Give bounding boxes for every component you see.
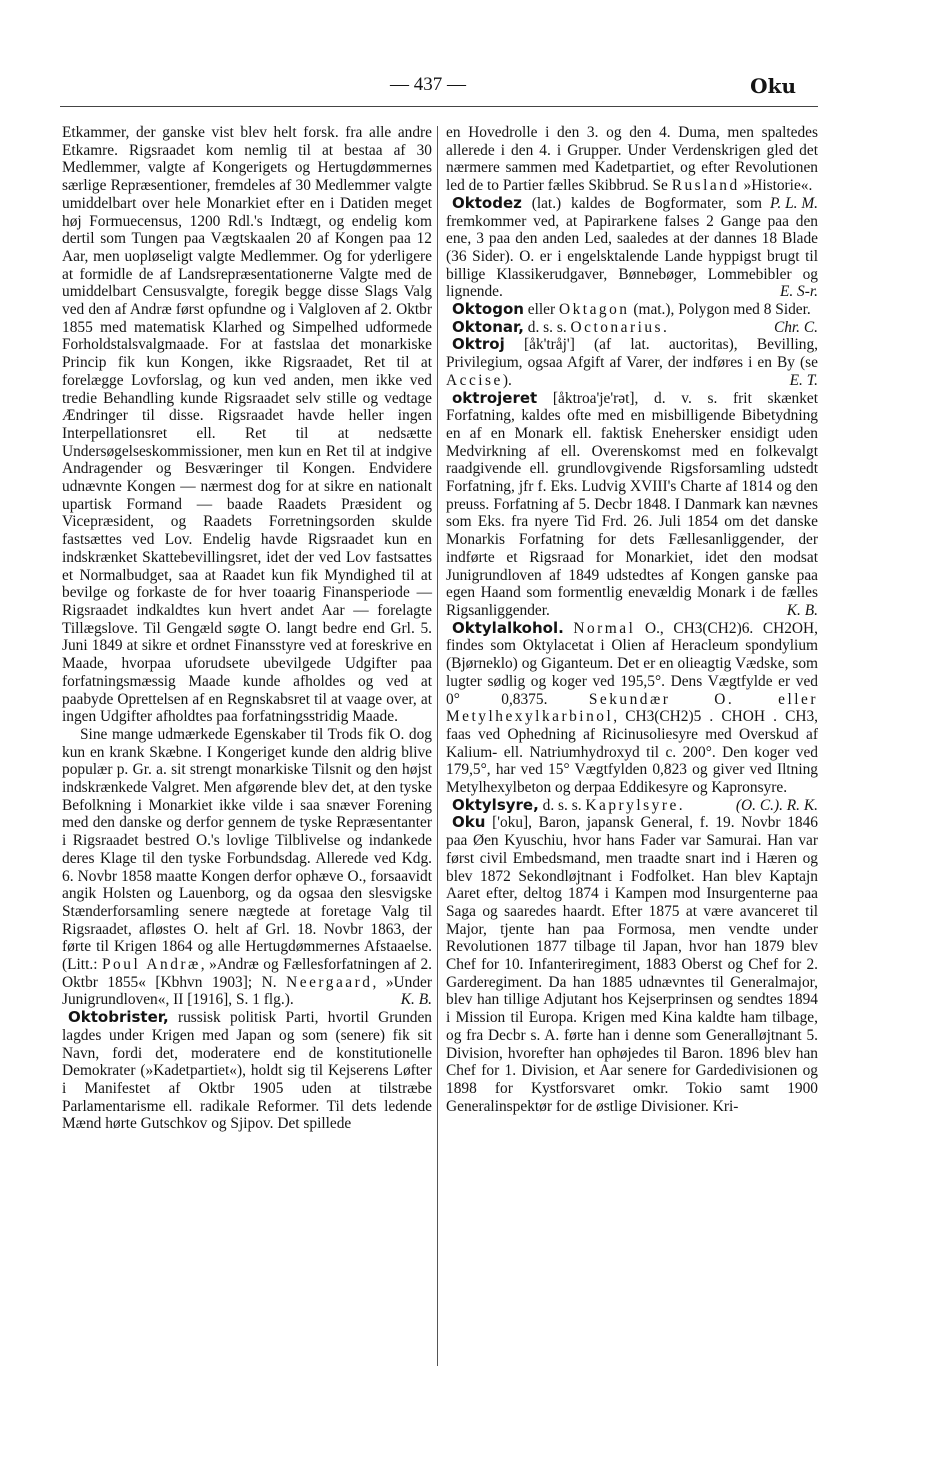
entry-oktroj: Oktroj [åk'tråj'] (af lat. auctoritas), Bevilling, Privilegium, ogsaa Afgift af Varer, der indføres i en By (se Accise). E. T. [446, 335, 818, 389]
headword-oku: Oku [452, 813, 486, 832]
entry-oktogon: Oktogon eller Oktagon (mat.), Polygon med 8 Sider. Chr. C. [452, 300, 818, 336]
headword-oktobrister: Oktobrister, [68, 1008, 169, 1027]
lit-author-andrae: Poul Andræ [102, 956, 201, 974]
author-signature: (O. C.). R. K. [735, 796, 818, 814]
cross-reference: Rusland [671, 177, 740, 195]
cross-reference: Octonarius [570, 318, 664, 336]
headword-oktogon: Oktogon [452, 300, 524, 319]
headword-oktylsyre: Oktylsyre, [452, 795, 539, 814]
entry-oktobrister-continued: en Hovedrolle i den 3. og den 4. Duma, men spaltedes allerede i den 4. i Grupper. Under Verdenskrigen gled det nærmere sammen med Kadetpartiet, og efter Revolutionen led de to Partier fælles Skibbrud. Se Rusland »Historie«. P. L. M. [446, 124, 818, 212]
lit-author-neergaard: Neergaard [286, 973, 373, 991]
headword-oktrojeret: oktrojeret [452, 388, 538, 407]
entry-oku: Oku ['oku], Baron, japansk General, f. 19. Novbr 1846 paa Øen Kyuschiu, hvor hans Fader var Samurai. Han var først civil Embedsmand, men traadte snart ind i Hæren og blev 1872 Sekondløjtnant i Fodfolket. Han blev Kaptajn Aaret efter, deltog 1874 i Kampen mod Insurgenterne paa Saga og saaredes haardt. Efter 1875 at være avanceret til Major, tjente han paa Formosa, men vendte under Revolutionen 1877 tilbage til Japan, hvor han 1879 blev Chef for 10. Infanteriregiment, 1883 Oberst og Chef for 2. Garderegiment. Da han 1885 udnævntes til Generalmajor, blev han tillige Adjutant hos Kejserprinsen og sendtes 1894 i Mission til Europa. Krigen med Kina kaldte ham tilbage, og fra Decbr s. A. førte han i denne som Generalløjtnant 5. Division, hvorefter han ophøjedes til Baron. 1896 blev han Chef for 1. Division, et Aar senere for Gardedivisionen og 1898 for Kystforsvaret omkr. Tokio samt 1900 Generalinspektør for de østlige Divisioner. Kri- [446, 813, 818, 1115]
entry-oktylsyre: Oktylsyre, d. s. s. Kaprylsyre. [452, 795, 683, 814]
oktoberforfatning-paragraph-1: Etkammer, der ganske vist blev helt forsk. fra alle andre Etkamre. Rigsraadet kom nemlig til at bestaa af 30 Medlemmer, valgte af Kongerigets og Hertugdømmernes særlige Repræsentioner, fremdeles af 30 Medlemmer valgte umiddelbart over hele Monarkiet efter en i Datiden meget høj Formuecensus, 1200 Rdl.'s Indtægt, og endelig kom dertil som Tungen paa Vægtskaalen 20 af Kongen paa 12 Aar, men uopløseligt valgte Medlemmer. Og for yderligere at formidle de af Landsrepræsentationerne Valgte med de umiddelbart Censusvalgte, foregik begge disse Slags Valg ved den af Andræ først opfundne og i Valgloven af 2. Oktbr 1855 med matematisk Klarhed og Simpelhed udformede Forholdstalsvalgmaade. For at fastslaa det monarkiske Princip fik kun Kongen, ikke Rigsraadet, Ret til at forelægge Lovforslag, og kun ved anden, men ikke ved tredie Behandling kunde Rigsraadet selv stille og vedtage Ændringer til disse. Rigsraadet havde heller ingen Interpellationsret ell. Ret til at nedsætte Undersøgelseskommissioner, men kun en Ret til at indgive Andragender og Besværinger til Kongen. Endvidere udnævnte Kongen — nærmest dog for at sikre en nationalt upartisk Formand — baade Raadets Præsident og Vicepræsident, og Raadets Forretningsorden skulde fastsættes ved Lov. Endelig havde Rigsraadet kun en indskrænket Skattebevillingsret, idet der ved Lov fastsattes et Normalbudget, saa at Raadet kun fik Myndighed til at bevilge og forkaste de for hver toaarig Finansperiode — Rigsraadet indkaldtes kun hvert andet Aar — forelagte Tillægslove. Til Gengæld søgte O. langt bedre end Grl. 5. Juni 1849 at sikre et ordnet Finansstyre ved at foreskrive en Maade, hvorpaa uforudsete ubevilgede Udgifter paa forfatningsmæssig Maade kunde afholdes og ved at paabyde Oprettelsen af en Regnskabsret til at vaage over, at ingen Udgifter afholdtes paa forfatningsstridig Maade. [62, 124, 432, 726]
headword-oktylalkohol: Oktylalkohol. [452, 618, 564, 637]
entry-oktodez: Oktodez (lat.) kaldes de Bogformater, som fremkommer ved, at Papirarkene falses 2 Gange paa den ene, 3 paa den anden Led, saaledes at der dannes 18 Blade (36 Sider). O. er i engelsktalende Lande hyppigst brugt til billige Klassikerudgaver, Bønnebøger, Lommebibler og lignende. E. S-r. [446, 193, 818, 301]
entry-oktylalkohol: Oktylalkohol. Normal O., CH3(CH2)6. CH2OH, findes som Oktylacetat i Olien af Heracleum spondylium (Bjørneklo) og Giganteum. Det er en olieagtig Vædske, som lugter sødlig og koger ved 195,5°. Dens Vægtfylde er ved 0° 0,8375. Sekundær O. eller Metylhexylkarbinol, CH3(CH2)5 . CHOH . CH3, faas ved Ophedning af Ricinusoliesyre med Overskud af Kalium- ell. Natriumhydroxyd til c. 200°. Den koger ved 179,5°, har ved 15° Vægtfylden 0,823 og giver ved Iltning Metylhexylbeton og derpaa Eddikesyre og Kapronsyre. (O. C.). R. K. [446, 618, 818, 814]
page-number: — 437 — [390, 74, 466, 95]
right-column [446, 124, 818, 1115]
author-signature: Chr. C. [773, 318, 818, 336]
author-signature: K. B. [786, 601, 818, 619]
entry-oktrojeret: oktrojeret [åktroa'je'rət], d. v. s. frit skænket Forfatning, kaldes ofte med en misbilligende Bibetydning en af en Monark ell. faktisk Enehersker ensidigt uden Medvirkning af ell. Overenskomst med en folkevalgt raadgivende ell. grundlovgivende Rigsforsamling udstedt Forfatning, jfr f. Eks. Ludvig XVIII's Charte af 1814 og den preuss. Forfatning af 5. Decbr 1848. I Danmark kan nævnes som Eks. fra nyere Tid Frd. 26. Juli 1854 om det danske Monarkis Forfatning for dets Fællesanliggender, der indførte et Rigsraad for Monarkiet, idet den modsat Junigrundloven af 1849 udstedtes af Kongen ganske paa egen Haand som formentlig enevældig Monark i de fælles Rigsanliggender. K. B. [446, 388, 818, 619]
running-head-keyword: Oku [750, 74, 796, 98]
cross-reference: Accise [446, 371, 503, 389]
left-column [62, 124, 432, 1133]
entry-oktobrister: Oktobrister, russisk politisk Parti, hvortil Grunden lagdes under Krigen med Japan og som (senere) fik sit Navn, fordi det, moderatere end de konstitutionelle Demokrater (»Kadetpartiet«), holdt sig til Kejserens Løfter i Manifestet af Oktbr 1905 uden at tilstræbe Parlamentarisme ell. radikale Reformer. Til dets ledende Mænd hørte Gutschkov og Sjipov. Det spillede [62, 1008, 432, 1133]
page-header [60, 74, 796, 102]
column-divider [437, 126, 438, 1366]
oktoberforfatning-paragraph-2: Sine mange udmærkede Egenskaber til Trods fik O. dog kun en krank Skæbne. I Kongeriget kunde den aldrig blive populær p. Gr. a. sit strengt monarkiske Tilsnit og den højst indskrænkede Valgret. Men afgørende blev det, at den tyske Befolkning i Monarkiet ikke vilde i saa snæver Forening med den danske og derfor gennem de tyske Repræsentanter i Rigsraadet bestred O.'s lovlige Tilblivelse og indankede deres Klage til den tyske Forbundsdag. Allerede ved Kdg. 6. Novbr 1858 maatte Kongen derfor ophæve O., forsaavidt angik Holsten og Lauenborg, og da ogsaa den slesvigske Stænderforsamling senere nægtede at foretage Valg til Rigsraadet, afløstes O. helt af Grl. 18. Novbr 1863, der førte til Krigen 1864 og alle Hertugdømmernes Afstaaelse. (Litt.: Poul Andræ, »Andræ og Fællesforfatningen af 2. Oktbr 1855« [Kbhvn 1903]; N. Neergaard, »Under Junigrundloven«, II [1916], S. 1 flg.). K. B. [62, 725, 432, 1009]
headword-oktonar: Oktonar, [452, 317, 524, 336]
author-signature: E. T. [789, 371, 818, 389]
author-signature: K. B. [400, 991, 432, 1009]
cross-reference: Sekundær O. eller Metylhexylkarbinol [446, 690, 818, 726]
cross-reference: Kaprylsyre [585, 796, 679, 814]
entry-oktonar: Oktonar, d. s. s. Octonarius. [452, 317, 667, 336]
headword-oktodez: Oktodez [452, 193, 522, 212]
author-signature: E. S-r. [779, 283, 818, 301]
headword-oktroj: Oktroj [452, 335, 505, 354]
header-rule [60, 106, 818, 107]
cross-reference: Normal [573, 619, 636, 637]
cross-reference: Oktagon [558, 301, 630, 319]
author-signature: P. L. M. [769, 194, 818, 212]
